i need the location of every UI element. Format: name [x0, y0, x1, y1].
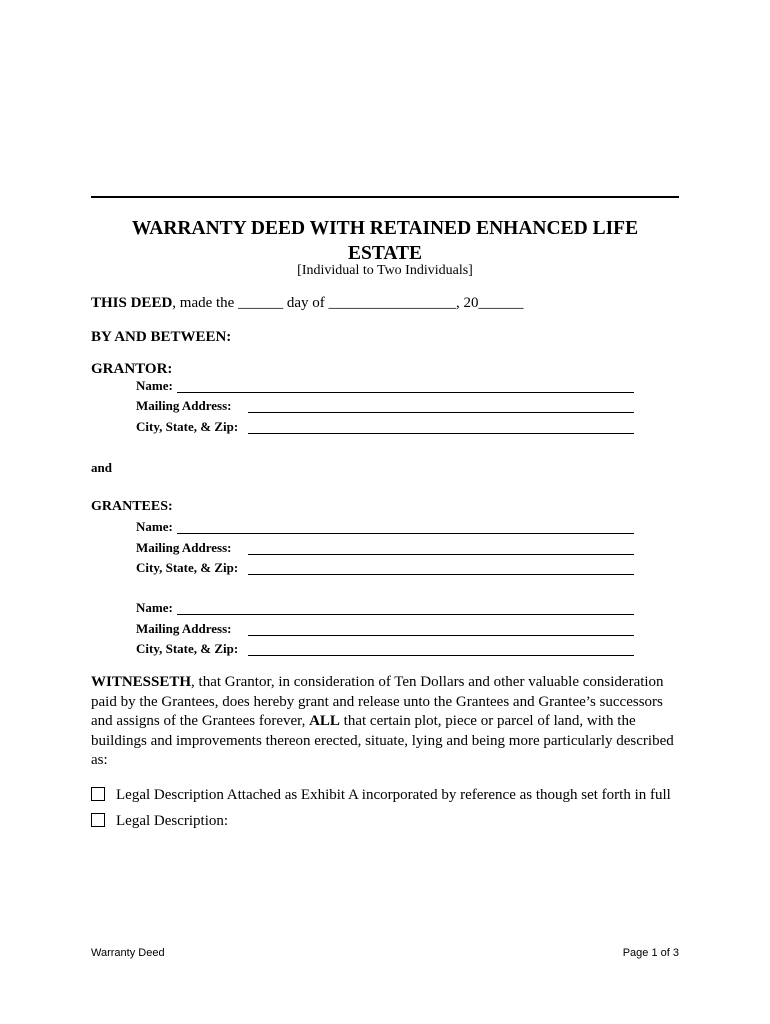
grantee2-mailing-blank[interactable]: [248, 635, 634, 636]
grantor-name-blank[interactable]: [177, 392, 634, 393]
deed-date-text: , made the ______ day of _________________, 20______: [172, 295, 524, 311]
witnesseth-label: WITNESSETH: [91, 674, 192, 690]
grantor-city-label: City, State, & Zip:: [136, 419, 239, 434]
grantee1-mailing-label: Mailing Address:: [136, 540, 232, 555]
by-and-between-heading: BY AND BETWEEN:: [91, 329, 232, 345]
grantee2-mailing-label: Mailing Address:: [136, 621, 232, 636]
deed-date-line: [91, 295, 524, 312]
grantee1-name-blank[interactable]: [177, 533, 634, 534]
option-legal-description[interactable]: [91, 812, 391, 832]
title-line-1: WARRANTY DEED WITH RETAINED ENHANCED LIFE: [131, 218, 639, 239]
grantor-city-field[interactable]: [136, 419, 634, 435]
option-exhibit-a[interactable]: [91, 786, 691, 806]
grantee1-mailing-blank[interactable]: [248, 554, 634, 555]
grantee1-name-label: Name:: [136, 519, 173, 534]
grantee1-city-blank[interactable]: [248, 574, 634, 575]
grantor-heading: GRANTOR:: [91, 361, 173, 377]
grantee1-mailing-field[interactable]: [136, 540, 634, 556]
grantor-name-field[interactable]: [136, 378, 634, 394]
legal-description-checkbox[interactable]: [91, 813, 105, 827]
exhibit-a-label: Legal Description Attached as Exhibit A incorporated by reference as though set forth in full: [116, 787, 671, 803]
legal-description-label: Legal Description:: [116, 813, 229, 829]
document-subtitle: [Individual to Two Individuals]: [297, 263, 473, 278]
footer-page-number: Page 1 of 3: [622, 947, 679, 959]
and-text: and: [91, 460, 112, 475]
grantee2-city-blank[interactable]: [248, 655, 634, 656]
document-title: [91, 216, 679, 266]
title-line-2: ESTATE: [347, 243, 423, 264]
grantee2-name-label: Name:: [136, 600, 173, 615]
all-label: ALL: [309, 713, 340, 729]
witnesseth-paragraph: [91, 673, 681, 771]
footer-left: Warranty Deed: [91, 947, 165, 959]
this-deed-label: THIS DEED: [91, 295, 173, 311]
grantor-mailing-field[interactable]: [136, 398, 634, 414]
exhibit-a-checkbox[interactable]: [91, 787, 105, 801]
witnesseth-text-1: , that Grantor, in consideration of Ten Dollars and other valuable consideration paid by the Grantees, does hereby grant and release unto the Grantees and Grantee’s successors and assigns of the Grantees forever,: [91, 674, 664, 729]
grantee2-city-label: City, State, & Zip:: [136, 641, 239, 656]
grantee2-mailing-field[interactable]: [136, 621, 634, 637]
grantee2-city-field[interactable]: [136, 641, 634, 657]
grantee2-name-field[interactable]: [136, 600, 634, 616]
grantor-name-label: Name:: [136, 378, 173, 393]
grantee1-name-field[interactable]: [136, 519, 634, 535]
grantee1-city-label: City, State, & Zip:: [136, 560, 239, 575]
top-rule: [91, 196, 679, 198]
grantor-mailing-blank[interactable]: [248, 412, 634, 413]
grantor-mailing-label: Mailing Address:: [136, 398, 232, 413]
grantee1-city-field[interactable]: [136, 560, 634, 576]
grantee2-name-blank[interactable]: [177, 614, 634, 615]
grantees-heading: GRANTEES:: [91, 499, 173, 514]
grantor-city-blank[interactable]: [248, 433, 634, 434]
witnesseth-text-2: that certain plot, piece or parcel of land, with the buildings and improvements thereon erected, situate, lying and being more particularly described as:: [91, 713, 674, 768]
